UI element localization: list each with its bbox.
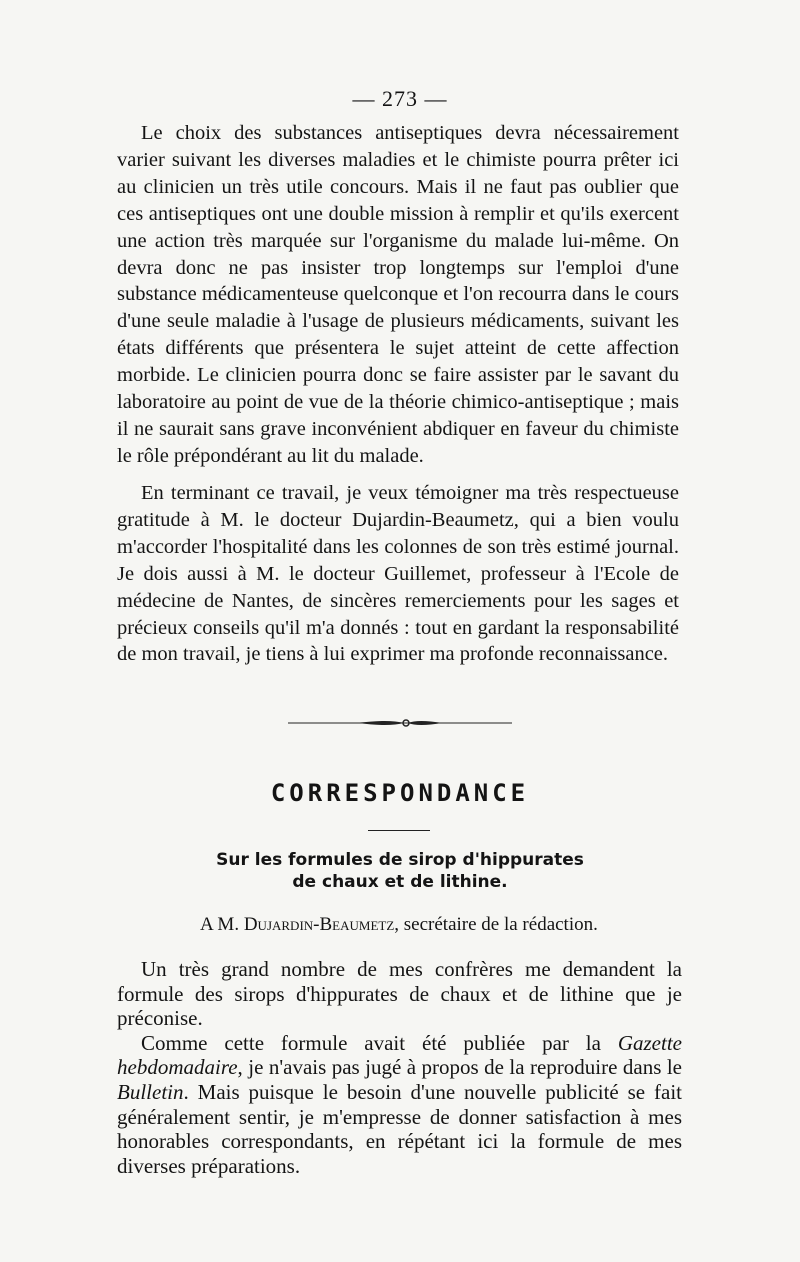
paragraph: Comme cette formule avait été publiée par la Gazette hebdomadaire, je n'avais pas jugé à propos de la reproduire dans le Bulletin. Mais puisque le besoin d'une nouvelle publicité se fait généralement sentir, je m'empresse de donner satisfaction à mes honorables correspondants, en répétant ici la formule de mes diverses préparations. xyxy=(117,1030,682,1178)
divider xyxy=(368,830,430,831)
address-suffix: , secrétaire de la rédaction. xyxy=(394,914,598,935)
section-title: CORRESPONDANCE xyxy=(270,779,530,807)
journal-title: Bulletin xyxy=(117,1079,184,1104)
journal-title: Gazette hebdomadaire xyxy=(117,1030,682,1080)
address-name: Dujardin-Beaumetz xyxy=(243,914,395,935)
article-conclusion xyxy=(117,120,679,470)
acknowledgements xyxy=(117,480,679,668)
page-number: — 273 — xyxy=(352,86,448,111)
paragraph: Le choix des substances antiseptiques devra nécessairement varier suivant les diverses maladies et le chimiste pourra prêter ici au clinicien un très utile concours. Mais il ne faut pas oublier que ces antiseptiques ont une double mission à remplir et qu'ils exercent une action très marquée sur l'organisme du malade lui-même. On devra donc ne pas insister trop longtemps sur l'emploi d'une substance médicamenteuse quelconque et l'on recourra dans le cours d'une seule maladie à l'usage de plusieurs médicaments, suivant les états différents que présentera le sujet atteint de cette affection morbide. Le clinicien pourra donc se faire assister par le savant du laboratoire au point de vue de la théorie chimico-antiseptique ; mais il ne saurait sans grave inconvénient abdiquer en faveur du chimiste le rôle prépondérant au lit du malade. xyxy=(117,122,679,467)
letter-body xyxy=(117,957,682,1178)
paragraph: Un très grand nombre de mes confrères me demandent la formule des sirops d'hippurates de chaux et de lithine que je préconise. xyxy=(117,957,682,1031)
ornamental-rule xyxy=(288,716,512,730)
paragraph: En terminant ce travail, je veux témoigner ma très respectueuse gratitude à M. le docteur Dujardin-Beaumetz, qui a bien voulu m'accorder l'hospitalité dans les colonnes de son très estimé journal. Je dois aussi à M. le docteur Guillemet, professeur à l'Ecole de médecine de Nantes, de sincères remerciements pour les sages et précieux conseils qu'il m'a donnés : tout en gardant la responsabilité de mon travail, je tiens à lui exprimer ma profonde reconnaissance. xyxy=(117,482,679,666)
letter-address xyxy=(200,914,670,936)
letter-title: Sur les formules de sirop d'hippurates xyxy=(216,850,584,870)
letter-title-continued: de chaux et de lithine. xyxy=(292,872,508,892)
address-prefix: A M. xyxy=(200,914,240,935)
